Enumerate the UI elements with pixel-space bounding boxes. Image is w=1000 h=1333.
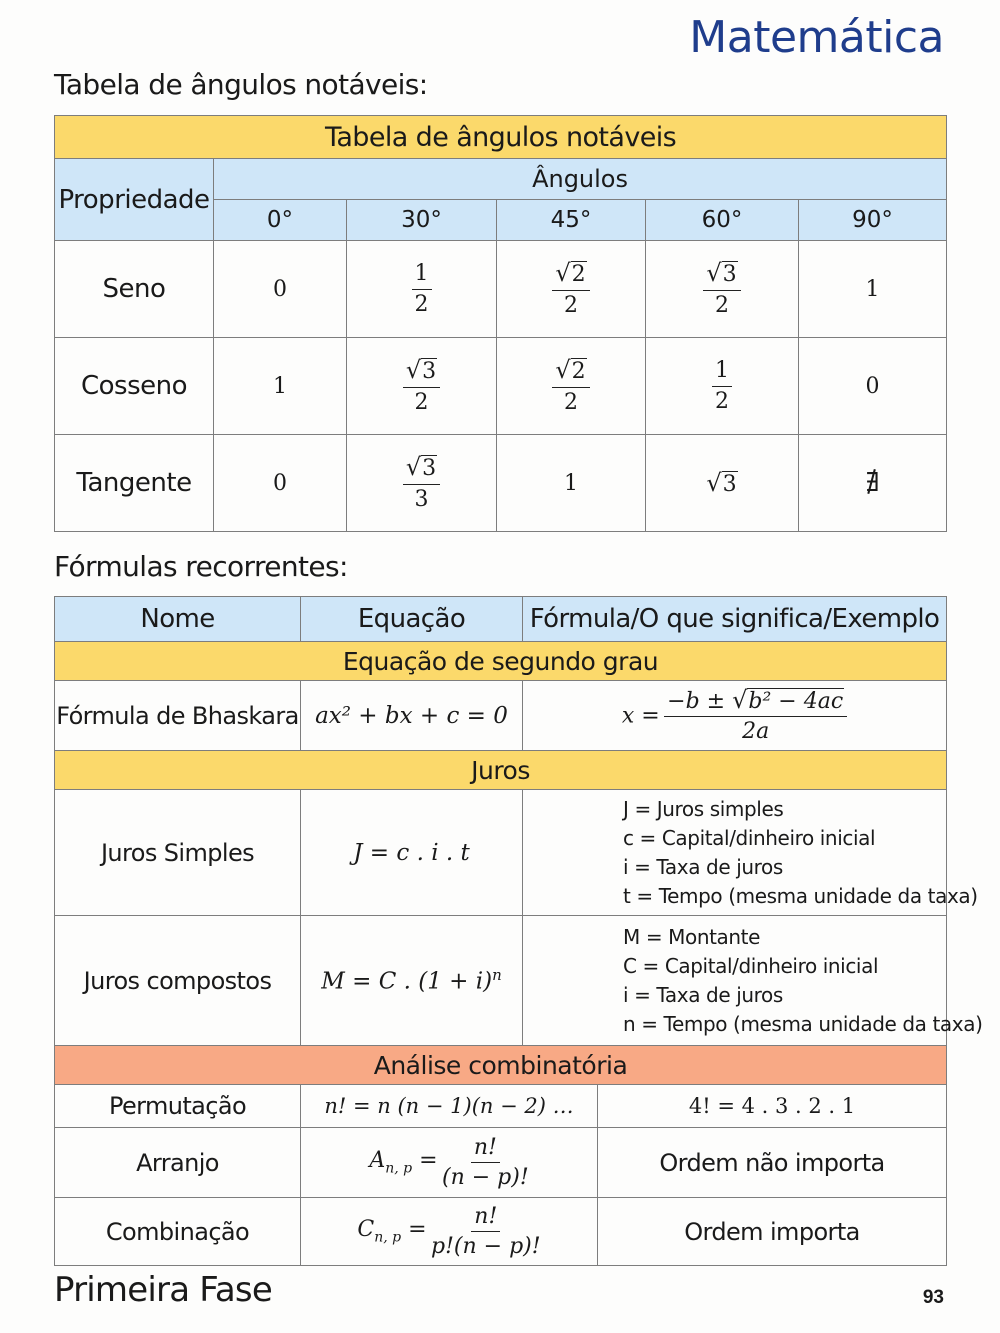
cosine-30: $\frac{√3}{2}$ [347, 338, 497, 435]
formulas-table [54, 596, 983, 1266]
tangent-row [55, 435, 947, 532]
cosine-45: $\frac{√2}{2}$ [497, 338, 646, 435]
angles-header: Ângulos [214, 159, 947, 200]
angles-table [54, 115, 947, 532]
angle-0: 0° [214, 200, 347, 241]
combination-row [55, 1198, 947, 1266]
sine-90: 1 [799, 241, 947, 338]
angle-90: 90° [799, 200, 947, 241]
combination-note: Ordem importa [598, 1198, 947, 1266]
section-quadratic: Equação de segundo grau [55, 642, 947, 681]
sine-60: $\frac{√3}{2}$ [646, 241, 799, 338]
combination-formula: $C_{n, p}$ = $\frac{n!}{p!(n - p)!}$ [301, 1198, 598, 1266]
tangent-45: 1 [497, 435, 646, 532]
compound-interest-name: Juros compostos [55, 916, 301, 1046]
arrangement-row [55, 1128, 947, 1198]
permutation-row [55, 1085, 947, 1128]
header-formula: Fórmula/O que significa/Exemplo [523, 597, 947, 642]
angle-60: 60° [646, 200, 799, 241]
angles-section-heading: Tabela de ângulos notáveis: [54, 68, 428, 101]
section-combinatorics: Análise combinatória [55, 1046, 947, 1085]
property-header: Propriedade [55, 159, 214, 241]
cosine-0: 1 [214, 338, 347, 435]
page-number: 93 [922, 1287, 944, 1308]
tangent-0: 0 [214, 435, 347, 532]
simple-interest-desc: J = Juros simples c = Capital/dinheiro inicial i = Taxa de juros t = Tempo (mesma unidade da taxa) [523, 790, 947, 916]
header-name: Nome [55, 597, 301, 642]
arrangement-name: Arranjo [55, 1128, 301, 1198]
cosine-60: $\frac{1}{2}$ [646, 338, 799, 435]
bhaskara-equation: ax² + bx + c = 0 [301, 681, 523, 751]
simple-interest-equation: J = c . i . t [301, 790, 523, 916]
cosine-90: 0 [799, 338, 947, 435]
angle-45: 45° [497, 200, 646, 241]
tangent-90: ∄ [799, 435, 947, 532]
arrangement-note: Ordem não importa [598, 1128, 947, 1198]
tangent-60: √3 [646, 435, 799, 532]
bhaskara-name: Fórmula de Bhaskara [55, 681, 301, 751]
cosine-label: Cosseno [55, 338, 214, 435]
permutation-equation: n! = n (n − 1)(n − 2) … [301, 1085, 598, 1128]
header-equation: Equação [301, 597, 523, 642]
compound-interest-equation: M = C . $(1 + i)^n$ [301, 916, 523, 1046]
compound-interest-desc: M = Montante C = Capital/dinheiro inicial i = Taxa de juros n = Tempo (mesma unidade da taxa) [523, 916, 947, 1046]
sine-0: 0 [214, 241, 347, 338]
bhaskara-row [55, 681, 947, 751]
sine-row [55, 241, 947, 338]
permutation-example: 4! = 4 . 3 . 2 . 1 [598, 1085, 947, 1128]
combination-name: Combinação [55, 1198, 301, 1266]
section-interest: Juros [55, 751, 947, 790]
simple-interest-row [55, 790, 947, 916]
permutation-name: Permutação [55, 1085, 301, 1128]
footer-label: Primeira Fase [54, 1270, 272, 1310]
simple-interest-name: Juros Simples [55, 790, 301, 916]
tangent-30: $\frac{√3}{3}$ [347, 435, 497, 532]
cosine-row [55, 338, 947, 435]
angle-30: 30° [347, 200, 497, 241]
formulas-section-heading: Fórmulas recorrentes: [54, 550, 348, 583]
bhaskara-formula: x = $\frac{\text{−b ± √b² − 4ac}}{2a}$ [523, 681, 947, 751]
tangent-label: Tangente [55, 435, 214, 532]
arrangement-formula: $A_{n, p}$ = $\frac{n!}{(n - p)!}$ [301, 1128, 598, 1198]
sine-45: $\frac{√2}{2}$ [497, 241, 646, 338]
sine-30: $\frac{1}{2}$ [347, 241, 497, 338]
angles-table-title: Tabela de ângulos notáveis [55, 116, 947, 159]
sine-label: Seno [55, 241, 214, 338]
subject-title: Matemática [689, 12, 944, 63]
compound-interest-row [55, 916, 947, 1046]
